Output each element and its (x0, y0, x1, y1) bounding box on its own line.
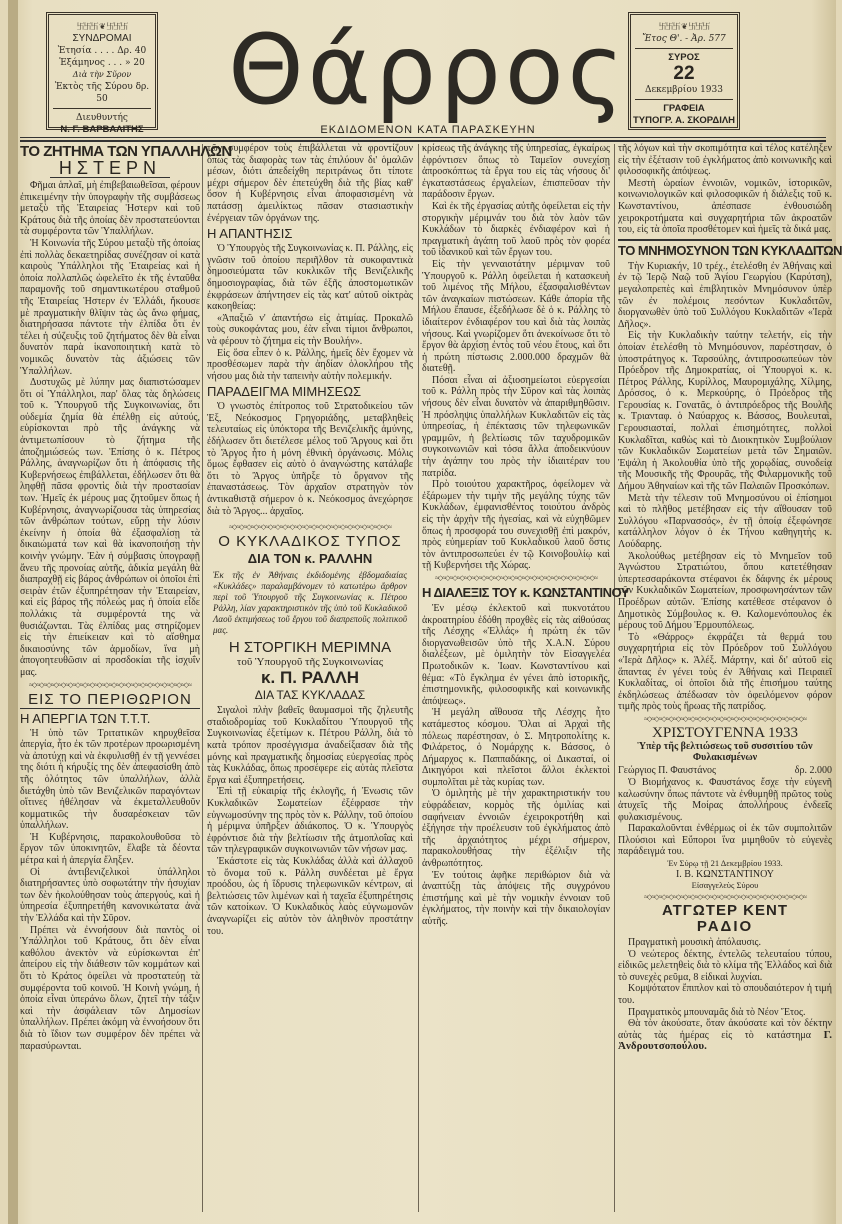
paragraph: Κομψότατον ἔπιπλον καὶ τὸ σπουδαιότερον ἡ τιμή του. (618, 983, 832, 1007)
headline-christmas: ΧΡΙΣΤΟΥΓΕΝΝΑ 1933 (652, 724, 798, 741)
newspaper-title: Θάρρος (228, 14, 628, 126)
paragraph: Ἐν μέσῳ ἐκλεκτοῦ καὶ πυκνοτάτου ἀκροατηρίου ἐδόθη προχθὲς εἰς τὰς αἰθούσας τῆς Λέσχης «Ἑλλάς» ἡ πρώτη ἐκ τῶν διοργανωθεισῶν ὑπὸ τῆς Χ.Α.Ν. Σύρου διαλέξεων, μὲ ὁμιλητὴν τὸν Εἰσαγγελέα Πρωτοδικῶν κ. Ἰωαν. Κωνσταντίνου καὶ θέμα: «Τὸ ἔγκλημα ἐν γένει ἀπὸ ἱστορικῆς, ἐπιστημονικῆς, φιλοσοφικῆς καὶ κοινωνικῆς ἀπόψεως». (422, 602, 610, 707)
column-2 (207, 143, 413, 937)
offices-label: ΓΡΑΦΕΙΑ (663, 103, 705, 114)
headline-care-sub: τοῦ Ὑπουργοῦ τῆς Συγκοινωνίας (236, 656, 384, 669)
paragraph: Ἐν τούτοις ἀφῆκε περιθώριον διὰ νὰ ἀναπτύξῃ τὰς ἀπόψεις τῆς συγχρόνου ἐπιστήμης καὶ μὲ τὴν νομικὴν ἐννοιαν τοῦ ἐγκλήματος, τὴν ποινὴν καὶ τὴν δικαιολογίαν αὐτῆς. (422, 869, 610, 927)
paragraph: Καὶ ἐκ τῆς ἐργασίας αὐτῆς ὀφείλεται εἰς τὴν στοργικὴν μέριμνάν του διὰ τὸν λαὸν τῶν Κυκλάδων τὸ διαρκὲς ἐνδιαφέρον καὶ ἡ πραγματικὴ ἀγάπη τοῦ λαοῦ πρὸς τὸν φορέα τοῦ ἰδανικοῦ καὶ τῶν ἔργων του. (422, 200, 610, 259)
christmas-date: Ἐν Σύρῳ τῇ 21 Δεκεμβρίου 1933. (667, 858, 783, 869)
price-annual: Ἐτησία . . . . Δρ. 40 (57, 46, 147, 56)
paragraph: Ἀκολούθως μετέβησαν εἰς τὸ Μνημεῖον τοῦ Ἀγνώστου Στρατιώτου, ὅπου κατετέθησαν ὑπερτεσσαράκοντα στέφανοι ἐκ δάφνης ἐκ μέρους τῶν Κυκλαδικῶν Σωματείων, προσφωνησάντων τῶν Προέδρων αὐτῶν. Ἐπίσης κατέθεσε στέφανον ὁ Δημοτικὸς Σύμβουλος κ. Θ. Καλομενόπουλος ἐκ μέρους τοῦ Δήμου Ἑρμουπόλεως. (618, 550, 832, 632)
price-semiannual: Ἑξάμηνος . . . » 20 (59, 58, 145, 68)
headline-reply: Η ΑΠΑΝΤΗΣΙΣ (207, 226, 293, 242)
city: ΣΥΡΟΣ (668, 52, 700, 63)
headline-care-name: κ. Π. ΡΑΛΛΗ (261, 668, 359, 688)
paragraph: Πραγματικὸς μπουναμᾶς διὰ τὸ Νέον Ἔτος. (628, 1006, 806, 1018)
issue-month-year: Δεκεμβρίου 1933 (645, 85, 723, 95)
paragraph: Σιγαλοὶ πλὴν βαθεῖς θαυμασμοὶ τῆς ζηλευτῆς σταδιοδρομίας τοῦ Κυκλαδίτου Ὑπουργοῦ τῆς Συγκοινωνίας ἐξετίμων κ. Πέτρου Ράλλη, διὰ τὸ κατὰ τρόπον προσέγγισμα ἀναδείξασαν διὰ τῆς μόνης καὶ πραγματικῆς δημοσίας εὐεργεσίας πρὸς τὰς Κυκλάδας, ὅπως προσέφερε εἰς αὐτὰς πλεῖστα ἔργα καὶ ἐξυπηρετήσεις. (207, 705, 413, 786)
ornament: 卐卐卐 ❦ 卐卐卐 (76, 22, 128, 31)
paragraph: Ἡ Κυβέρνησις, παρακολουθοῦσα τὸ ἔργον τῶν ὑποκινητῶν, ἔλαβε τὰ δέοντα μέτρα καὶ ἡ ἀπεργία ἔληξεν. (20, 831, 200, 867)
paragraph: Πρὸ τοιούτου χαρακτῆρος, ὀφείλομεν νὰ ἐξάρωμεν τὴν τιμὴν τῆς μεγάλης τύχης τῶν Κυκλάδων, ἐμφανισθέντος τοιούτου ἀνδρὸς εἰς τὴν ἀρχὴν τῆς ἡγεσίας, καὶ νὰ εὐχηθῶμεν ὅπως ἡ προσφορά του συνεχισθῇ ἐπὶ μακρόν, πρὸς εὐημερίαν τοῦ Κυκλαδικοῦ λαοῦ ὅστις τὸν ἀντιπροσωπεύει ἐν τῷ Κοινοβουλίῳ καὶ τῇ Κυβερνήσει τῆς Χώρας. (422, 479, 610, 572)
binding-edge (8, 0, 18, 1224)
headline-care-place: ΔΙΑ ΤΑΣ ΚΥΚΛΑΔΑΣ (254, 688, 366, 703)
paragraph: Μεστὴ ὡραίων ἐννοιῶν, νομικῶν, ἱστορικῶν, κοινωνιολογικῶν καὶ φιλοσοφικῶν ἡ διάλεξις τοῦ κ. Κωνσταντίνου, ἀπέσπασε ἐνθουσιώδη χειροκροτήματα καὶ συγχαρητήρια τῶν ἀκροατῶν του, εἰς τὰ ὁποῖα προσθέτομεν καὶ ἡμεῖς τὰ δικά μας. (618, 177, 832, 236)
price-abroad: Ἐκτὸς τῆς Σύρου δρ. 50 (54, 82, 150, 104)
paragraph: Μετὰ τὴν τέλεσιν τοῦ Μνημοσύνου οἱ ἐπίσημοι καὶ τὸ πλῆθος μετέβησαν εἰς τὴν αἴθουσαν τοῦ Συλλόγου «Παρνασσός», ἐν τῇ ὁποίᾳ ἐξεφώνησε κατάλληλον λόγον ὁ ἐκ Τήνου καθηγητὴς κ. Λούδαρης. (618, 492, 832, 550)
headline-radio-sub: ΡΑΔΙΟ (696, 918, 754, 936)
paragraph: κρίσεως τῆς ἀνάγκης τῆς ὑπηρεσίας, ἐγκαίρως ἐφρόντισεν ὅπως τὸ Ταμεῖον συνεχίσῃ ἀπροσκόπτως τὰ ἔργα του εἰς τὰς νήσους δι' ἐγκαταστάσεως ἐργαλείων, ἐπισπεῦσαν τὴν παράδοσιν ἔργων. (422, 143, 610, 201)
paragraph: Τὴν Κυριακήν, 10 τρέχ., ἐτελέσθη ἐν Ἀθήναις καὶ ἐν τῷ Ἱερῷ Ναῷ τοῦ Ἁγίου Γεωργίου (Καρύτση), μεγαλοπρεπὲς καὶ ἐπιβλητικὸν Μνημόσυνον ὑπὲρ τῶν ἐν πολέμοις πεσόντων Κυκλαδιτῶν, διοργανωθὲν ὑπὸ τοῦ Συλλόγου Κυκλαδιτῶν «Ἱερὰ Δῆλος». (618, 260, 832, 330)
article-lecture-body (422, 603, 610, 928)
paragraph: Πρέπει νὰ ἐννοήσουν διὰ παντὸς οἱ Ὑπάλληλοι τοῦ Κράτους, ὅτι δὲν εἶναι καθόλου ἀνεκτὸν νὰ εὑρίσκωνται ἐπ' ἀπείρου εἰς τὴν διάθεσιν τῶν κομμάτων καὶ ὅτι τὸ Κράτος ὀφείλει νὰ προστατεύῃ τὰ συμφέροντα τοῦ κοινοῦ. Ἡ Κοινὴ γνώμη, ἡ ὁποία εἶναι ὑπεράνω ὅλων, ζητεῖ τὴν τάξιν καὶ τὴν ἀσφάλειαν τῶν Δημοσίων ὑπαλλήλων. Πρέπει ἀκόμη νὰ ἐννοήσουν ὅτι διὰ τὸ ἴδιον των συμφέρον δὲν πρέπει νὰ παρασύρωνται. (20, 924, 200, 1052)
article-care-body (207, 705, 413, 937)
director-name: Ν. Γ. ΒΑΡΒΑΛΙΤΗΣ (60, 124, 144, 135)
headline-lecture: Η ΔΙΑΛΕΞΙΣ ΤΟΥ κ. ΚΩΝΣΤΑΝΤΙΝΟΥ (422, 584, 629, 600)
masthead-rule (20, 137, 826, 142)
paragraph: Φῆμαι ἁπλαῖ, μὴ ἐπιβεβαιωθεῖσαι, φέρουν ἐπικειμένην τὴν ὑπογραφὴν τῆς συμβάσεως μεταξὺ τῆς Ἑταιρείας Ἡστερν καὶ τοῦ Κράτους διὰ τῆς ὁποίας δὲν προστατεύονται τὰ συμφέροντα τῶν Ὑπαλλήλων. (20, 180, 200, 238)
paragraph: Ἡ Κοινωνία τῆς Σύρου μεταξὺ τῆς ὁποίας ἐπὶ πολλὰς δεκαετηρίδας συνέζησαν οἱ κατὰ καιροὺς Ὑπάλληλοι τῆς Ἑταιρείας καὶ ἡ ὁποία πολλαπλῶς ὠφελεῖτο ἐκ τῆς ἐνταῦθα παραμονῆς τοῦ σημαντικωτέρου σταθμοῦ τῆς Ἑταιρείας Ἡστερν ἐν Ἑλλάδι, ἤκουσε μὲ πραγματικὴν θλῖψιν τὰς ὡς ἄνω φήμας, διατηρήσασα πάντοτε τὴν ἐλπίδα ὅτι ἐν τέλει ἡ σύζευξις τοῦ ζητήματος δὲν θὰ εἶναι δυνατὸν παρὰ ἱκανοποιητικὴ κατὰ τὸ νομικῶς δυνατὸν τὰς ἀξιώσεις τῶν Ὑπαλλήλων. (20, 237, 200, 377)
headline-employees: ΤΟ ΖΗΤΗΜΑ ΤΩΝ ΥΠΑΛΛΗΛΩΝ (20, 143, 232, 160)
christmas-signer: Ι. Β. ΚΩΝΣΤΑΝΤΙΝΟΥ (675, 869, 775, 881)
paragraph: «Ἀπαξιῶ ν' ἀπαντήσω εἰς ἀτιμίας. Προκαλῶ τοὺς συκοφάντας μου, ἐὰν εἶναι τίμιοι ἄνθρωποι, νὰ φέρουν τὸ ζήτημα εἰς τὴν Βουλήν». (207, 312, 413, 347)
newspaper-subtitle: ΕΚΔΙΔΟΜΕΝΟΝ ΚΑΤΑ ΠΑΡΑΣΚΕΥΗΝ (320, 124, 536, 136)
article-memorial-body (618, 261, 832, 713)
ornamental-divider: ≈◇≈◇≈◇≈◇≈◇≈◇≈◇≈◇≈◇≈◇≈◇≈◇≈◇≈◇≈◇≈◇≈◇≈◇≈◇≈◇≈◇≈◇≈ (435, 573, 597, 582)
radio-closing-text: Θὰ τὸν ἀκούσατε, ὅταν ἀκούσατε καὶ τὸν δέκτην αὐτὰς τὰς ἡμέρας εἰς τὸ κατάστημα (618, 1018, 832, 1041)
paragraph: Ἐπὶ τῇ εὐκαιρίᾳ τῆς ἐκλογῆς, ἡ Ἐνωσις τῶν Κυκλαδικῶν Σωματείων ἐξέφρασε τὴν εὐγνωμοσύνην της πρὸς τὸν κ. Ράλλην, τοῦ ὁποίου ἡ μέριμνα ὑπῆρξεν ἀδιάκοπος. Ὁ κ. Ὑπουργὸς ἐφρόντισε διὰ τὴν βελτίωσιν τῆς ἀτμοπλοΐας καὶ τῶν τηλεγραφικῶν συγκοινωνιῶν τῶν νήσων μας. (207, 786, 413, 856)
director-label: Διευθυντής (76, 113, 128, 123)
paragraph: Ἡ ὑπὸ τῶν Τριτατικῶν κηρυχθεῖσα ἀπεργία, ἦτο ἐκ τῶν προτέρων προωρισμένη νὰ ἀποτύχῃ καὶ νὰ ἐκφυλισθῇ ἐν τῇ γεννέσει της διότι ἡ κήρυξίς της δὲν ἀπεφασίσθη ἀπὸ τῆς ὁλότητος τῶν ὑπαλλήλων, ἀλλὰ διετάχθη ὑπὸ τῶν Βενιζελικῶν παραγόντων οἵτινες ἠθέλησαν νὰ ἐκμεταλλευθοῦν κομματικῶς τὴν δυσαρέσκειαν τῶν ὑπαλλήλων. (20, 727, 200, 832)
article-col2-continued (207, 143, 413, 224)
ornamental-divider: ≈◇≈◇≈◇≈◇≈◇≈◇≈◇≈◇≈◇≈◇≈◇≈◇≈◇≈◇≈◇≈◇≈◇≈◇≈◇≈◇≈◇≈◇≈ (29, 680, 191, 689)
donation-amount: δρ. 2.000 (794, 764, 832, 776)
headline-example: ΠΑΡΑΔΕΙΓΜΑ ΜΙΜΗΣΕΩΣ (207, 384, 362, 400)
headline-press: Ο ΚΥΚΛΑΔΙΚΟΣ ΤΥΠΟΣ (218, 533, 402, 551)
christmas-body (618, 777, 832, 858)
paragraph: Ὁ γνωστὸς ἐπίτροπος τοῦ Στρατοδικείου τῶν Ἐξ, Νεόκοσμος Γρηγοριάδης, μεταβληθεὶς τελευταίως εἰς ὑπόκτορα τῆς Βενιζελικῆς ἀμύνης, ἐδήλωσεν ὅτι διετέλεσε μέλος τοῦ Ἄργους καὶ ὅτι τὸ Ἄργος ἦτο ἡ μόνη ἐθνικὴ ὀργάνωσις. Μόλις ὅμως ἔφθασεν εἰς αὐτὸ ὁ ἀναγνώστης κατάλαβε ὅτι τὸ Ἄργος ὑπῆρξε τὸ ὅργανον τῆς ἐπαναστάσεως. Τὸν ἀρχαῖον στρατηγὸν τὸν ἀντικαθιστᾷ σήμερον ὁ κ. Νεόκοσμος ἀνεχώρησε διὰ τὸ Ἄργος... ἀρχαῖος. (207, 401, 413, 517)
headline-strike: Η ΑΠΕΡΓΙΑ ΤΩΝ Τ.Τ.Τ. (20, 710, 151, 726)
price-note: Διὰ τὴν Σῦρον (72, 70, 132, 79)
paragraph: Εἰς ὅσα εἶπεν ὁ κ. Ράλλης, ἡμεῖς δὲν ἔχομεν νὰ προσθέσωμεν παρὰ τὴν ἀηδίαν ὁλοκλήρου τῆς νήσου μας διὰ τὴν ταπεινὴν αὐτὴν πολεμικήν. (207, 347, 413, 382)
paragraph: Πόσαι εἶναι αἱ ἀξιοσημείωτοι εὐεργεσίαι τοῦ κ. Ράλλη πρὸς τὴν Σῦρον καὶ τὰς λοιπὰς νήσους δὲν εἶναι δυνατὸν νὰ ἀπαριθμηθῶσιν. Ἡ πρόσληψις ὑπαλλήλων Κυκλαδιτῶν εἰς τὰς ὑπηρεσίας, ἡ ἐπέκτασις τῶν τηλεφωνικῶν γραμμῶν, ἡ βελτίωσις τῶν ταχυδρομικῶν συγκοινωνιῶν καὶ τόσα ἄλλα ἀποδεικνύουν τὴν ἀγάπην του πρὸς τὴν ἰδιαιτέραν του πατρίδα. (422, 374, 610, 479)
subscriptions-heading: ΣΥΝΔΡΟΜΑΙ (72, 33, 132, 44)
headline-care: Η ΣΤΟΡΓΙΚΗ ΜΕΡΙΜΝΑ (228, 639, 392, 657)
paragraph: Ὁ Βιομήχανος κ. Φαυστάνος ἔσχε τὴν εὐγενῆ καλωσύνην ὅπως πάντοτε νὰ ἐνθυμηθῇ πρῶτος τοὺς ἀτυχεῖς τῆς Μοίρας ἀπολλήρους ἐνδεεῖς φυλακισμένους. (618, 776, 832, 823)
article-strike-body (20, 728, 200, 1053)
article-lecture-continued (618, 143, 832, 236)
masthead (208, 14, 648, 136)
paragraph: Εἰς τὴν Κυκλαδικὴν ταύτην τελετήν, εἰς τὴν ὁποίαν ἐτελέσθη τὸ Μνημόσυνον, παρέστησαν, ὁ ὑποστράτηγος κ. Ταρσούλης, ἀντιπροσωπεύων τὸν Πρόεδρον τῆς Δημοκρατίας, οἱ Ὑπουργοὶ κ. κ. Πέτρος Ράλλης, Κυρίλλος, Μαυρομιχάλης, Χίλμης, Δρόσσος, ὁ κ. Μερκούρης, ὁ Πρόεδρος τῆς Γερουσίας κ. Γονατᾶς, ὁ ἀντιπρόεδρος τῆς Βουλῆς κ. Τριανταφ. ὁ Ναύαρχος κ. Βάσσος, Βουλευταὶ, Γερουσιασταί, πολλαὶ ἐπισημότητες, πολλοὶ Κυκλαδῖται, καθὼς καὶ τὸ Διοικητικὸν Συμβούλιον τῶν Κυκλαδικῶν Σωματείων μετὰ τῶν Σημαιῶν. Ἐψάλη ἡ Ἀκολουθία ὑπὸ τῆς χορῳδίας, συνοδείᾳ τῆς Μουσικῆς τῆς Φρουρᾶς, τῆς Φιλαρμονικῆς τοῦ Δήμου Ἀθηναίων καὶ τῆς τῶν Παλαιῶν Προσκόπων. (618, 330, 832, 493)
headline-eastern: ΗΣΤΕΡΝ (50, 160, 170, 178)
paragraph: Εἰς τὴν γενναιοτάτην μέριμναν τοῦ Ὑπουργοῦ κ. Ράλλη ὀφείλεται ἡ κατασκευὴ τοῦ λιμένος τῆς Μήλου, ἐξασφαλισθέντων τῶν ἀναγκαίων πιστώσεων. Κάθε ἀπορία τῆς Μήλου ἔπαυσε, ἐξεδήλωσε δὲ ὁ κ. Ράλλης τὸ ἰδιαίτερον ἐνδιαφέρον του καὶ διὰ τὰς λοιπὰς νήσους. Καὶ γνωρίζομεν ὅτι ἀνεκοίνωσε ὅτι τὸ ἔργον θὰ ἀρχίσῃ ἐντὸς τοῦ νέου ἔτους, καὶ ὅτι ἡ πρώτη πίστωσις 2.000.000 δραχμῶν θὰ διατεθῇ. (422, 258, 610, 375)
ornamental-divider: ≈◇≈◇≈◇≈◇≈◇≈◇≈◇≈◇≈◇≈◇≈◇≈◇≈◇≈◇≈◇≈◇≈◇≈◇≈◇≈◇≈◇≈◇≈ (229, 523, 391, 532)
paragraph: Παρακαλοῦνται ἐνθέρμως οἱ ἐκ τῶν συμπολιτῶν Πλούσιοι καὶ Εὔποροι ἵνα μιμηθοῦν τὸ εὐγενὲς παράδειγμά του. (618, 823, 832, 858)
donor-name: Γεώργιος Π. Φαυστάνος (618, 764, 716, 776)
issue-number: Ἔτος Θ'. - Ἀρ. 577 (642, 34, 726, 44)
headline-memorial: ΤΟ ΜΝΗΜΟΣΥΝΟΝ ΤΩΝ ΚΥΚΛΑΔΙΤΩΝ (618, 242, 842, 258)
newspaper-page (8, 0, 842, 1224)
column-4 (618, 143, 842, 1053)
paragraph: Ὁ ὁμιλητὴς μὲ τὴν χαρακτηριστικήν του εὐφράδειαν, κορμὸς τῆς ὁμιλίας καὶ σαφήνειαν ἐννοιῶν ἐχειροκροτήθη καὶ ἐξήγησε τὴν προέλευσιν τοῦ ἐγκλήματος ἀπὸ τῆς ἀρχαιότητος μέχρι σήμερον, παρακολουθήσας τὴν ἐξέλιξιν τῆς ἀνθρωπότητος. (422, 788, 610, 870)
article-employees-body (20, 180, 200, 679)
column-1 (20, 143, 232, 1052)
offices: ΤΥΠΟΓΡ. Α. ΣΚΟΡΔΙΛΗ (632, 115, 736, 126)
article-care-continued (422, 143, 610, 572)
paragraph: Ὁ Ὑπουργὸς τῆς Συγκοινωνίας κ. Π. Ράλλης, εἰς γνῶσιν τοῦ ὁποίου περιῆλθον τὰ συκοφαντικὰ δημοσιεύματα τῶν κυκλικῶν τῆς Βενιζελικῆς δημοσιογραφίας, διὰ τῶν ἑξῆς ἀποστομωτικῶν ἐκφράσεων ἀπήντησεν εἰς τὰς κατ' αὐτοῦ οἰκτρὰς κακοηθείας: (207, 243, 414, 313)
store-name: Γ. Ἀνδρουτσοπούλου. (618, 1028, 832, 1053)
paragraph: Ἑκάστοτε εἰς τὰς Κυκλάδας ἀλλὰ καὶ ἀλλαχοῦ τὸ ὄνομα τοῦ κ. Ράλλη συνδέεται μὲ ἔργα προόδου, ὡς ἡ ἵδρυσις τηλεφωνικῶν κέντρων, αἱ βελτιώσεις τῶν λιμένων καὶ ἡ ταχεῖα ἐξυπηρέτησις τῶν κατοίκων. Ὁ Κυκλαδικὸς λαὸς εὐγνωμονῶν ἀναγνωρίζει εἰς αὐτὸν τὸν ἀληθινὸν προστάτην του. (207, 855, 413, 937)
column-3 (422, 143, 629, 928)
headline-radio: ΑΤΓΩΤΕΡ ΚΕΝΤ (662, 902, 788, 920)
headline-press-sub: ΔΙΑ ΤΟΝ κ. ΡΑΛΛΗΝ (247, 551, 373, 567)
paragraph: Δυστυχῶς μὲ λύπην μας διαπιστώσαμεν ὅτι οἱ Ὑπάλληλοι, παρ' ὅλας τὰς δηλώσεις τοῦ κ. Ὑπουργοῦ τῆς Συγκοινωνίας, ὅτι οὐδεμία ζημία θὰ ἐπέλθῃ εἰς αὐτούς, εὑρίσκονται πρὸ τῆς ἀνάγκης νὰ ἀντιμετωπίσουν τὸ ζήτημα τῆς ἀποζημιώσεώς των. Ἐπίσης ὁ κ. Πέτρος Ράλλης, ἀναγνωρίζων ὅτι ἡ ἀπόφασις τῆς Κυβερνήσεως ἐπιβάλλεται, ἐδήλωσεν ὅτι θὰ ληφθῇ πᾶσα φροντὶς διὰ τὴν προστασίαν των. Ἡμεῖς ἐκ μέρους μας ζητοῦμεν ὅπως ἡ Κυβέρνησις, ἀναγνωρίζουσα τὰς ὑπηρεσίας τῶν ἀνθρώπων τούτων, εὕρῃ τὴν λύσιν ἐκείνην ἡ ὁποία θὰ ἐξασφαλίσῃ τὰ δικαιώματά των καὶ θὰ ἱκανοποιήσῃ τὴν κοινὴν γνώμην. Ἐὰν ἡ σύμβασις ὑπογραφῇ ἄνευ τῆς προνοίας αὐτῆς, ἀδικία μεγάλη θὰ διαπραχθῇ εἰς βάρος ἀνθρώπων οἱ ὁποῖοι ἐπὶ σειρὰν ἐτῶν ἐξυπηρέτησαν τὴν Ἑταιρείαν, καὶ εἰς βάρος τῆς πόλεώς μας ἡ ὁποία εἶδε πολλάκις τὰ συμφέροντά της νὰ θυσιάζωνται. Τὰς ἐλπίδας μας στηρίζομεν εἰς τὴν ἐπιείκειαν καὶ τὸ αἴσθημα δικαιοσύνης τῶν ἁρμοδίων, ἵνα μὴ ἀπογοητευθῶσιν αἱ προσδοκίαι τῆς ἰσχυΐν μας. (20, 377, 200, 678)
section-margin: ΕΙΣ ΤΟ ΠΕΡΙΘΩΡΙΟΝ (20, 691, 200, 709)
paragraph: Ὁ νεώτερος δέκτης, ἐντελῶς τελευταίου τύπου, εἰδικῶς μελετηθεὶς διὰ τὸ κλίμα τῆς Ἑλλάδος καὶ διὰ τὸ συνεχὲς ρεῦμα, 8 εἰδικαὶ λυχνίαι. (618, 948, 832, 983)
issue-day: 22 (673, 63, 695, 84)
article-example-body (207, 401, 413, 517)
ornamental-divider: ≈◇≈◇≈◇≈◇≈◇≈◇≈◇≈◇≈◇≈◇≈◇≈◇≈◇≈◇≈◇≈◇≈◇≈◇≈◇≈◇≈◇≈◇≈ (644, 714, 806, 723)
issue-box (628, 12, 740, 130)
radio-ad-body (618, 937, 832, 1053)
ornament: 卐卐卐 ❦ 卐卐卐 (658, 22, 710, 31)
christmas-subtitle: Ὑπὲρ τῆς βελτιώσεως τοῦ συσσιτίου τῶν Φυλακισμένων (637, 740, 813, 763)
paragraph: τῆς λόγων καὶ τὴν σκοπιμότητα καὶ τέλος κατέληξεν εἰς τὴν ἐξέτασιν τοῦ ἐγκλήματος ἀπὸ κοινωνικῆς καὶ φιλοσοφικῆς ἀπόψεως. (618, 143, 832, 178)
ornamental-divider: ≈◇≈◇≈◇≈◇≈◇≈◇≈◇≈◇≈◇≈◇≈◇≈◇≈◇≈◇≈◇≈◇≈◇≈◇≈◇≈◇≈◇≈◇≈ (644, 893, 806, 902)
paragraph: τῶν συμφέρον τοὺς ἐπιβάλλεται νὰ φροντίζουν ὅπως τὰς διαφορὰς των τὰς ἐπιλύουν δι' ὁμαλῶν μέσων, διότι ἀπεδείχθη περιτράνως ὅτι τίποτε μέχρι σήμερον δὲν ἐπετεύχθη διὰ τῆς βίας καθ' ὅσον ἡ Κυβέρνησις εἶναι ἀποφασισμένη νὰ πατάσσῃ ἀμειλίκτως πᾶσαν στασιαστικὴν ἐνέργειαν τῶν ὀργάνων της. (207, 143, 413, 224)
paragraph: Τὸ «Θάρρος» ἐκφράζει τὰ θερμά του συγχαρητήρια εἰς τὸν Πρόεδρον τοῦ Συλλόγου «Ἱερὰ Δῆλος» κ. Ἀλέξ. Μάρτην, καὶ δι' αὐτοῦ εἰς ἅπαντας ἐν γένει τοὺς ἐν Ἀθήναις καὶ Πειραιεῖ Κυκλαδίτας, οἱ ὁποῖοι διὰ τῆς ἐπισήμου ταύτης ἐκδηλώσεως ἀπέδωσαν τὸν ὀφειλόμενον φόρον τιμῆς πρὸς τοὺς ἥρωας τῆς πατρίδος. (618, 631, 832, 713)
article-reply-body (207, 243, 413, 382)
paragraph: Οἱ ἀντιβενιζελικοὶ ὑπάλληλοι διατηρήσαντες ὑπὸ σοφωτάτην τὴν ἡσυχίαν των δὲν ἠκολούθησαν τοὺς ἀπεργούς, καὶ ἡ ὑπηρεσία ἐξυπηρετήθη κανονικώτατα ἀνὰ τὴν Ἑλλάδα καὶ τὴν Σῦρον. (20, 866, 200, 925)
paragraph (618, 1018, 832, 1053)
donation-row (618, 765, 832, 777)
paragraph: Πραγματικὴ μουσικὴ ἀπόλαυσις. (628, 937, 761, 949)
press-quote: Ἐκ τῆς ἐν Ἀθήναις ἐκδιδομένης ἐβδομαδιαίας «Κυκλάδες» παραλαμβάνομεν τὸ κατωτέρω ἄρθρον περὶ τοῦ Ὑπουργοῦ τῆς Συγκοινωνίας κ. Πέτρου Ράλλη, λίαν χαρακτηριστικὸν τῆς ὑπὸ τοῦ Κυκλαδικοῦ Λαοῦ ἐκτιμήσεως τοῦ ἔργου τοῦ διαπρεποῦς πολιτικοῦ μας. (213, 570, 407, 636)
subscriptions-box (46, 12, 158, 135)
signer-title: Εἰσαγγελεὺς Σύρου (691, 880, 759, 891)
paragraph: Ἡ μεγάλη αἴθουσα τῆς Λέσχης ἦτο κατάμεστος κόσμου. Ὅλαι αἱ Ἀρχαὶ τῆς πόλεως παρέστησαν, ὁ Σ. Μητροπολίτης κ. Φιλάρετος, ὁ Νομάρχης κ. Βάσσος, ὁ Δήμαρχος κ. Παππαδάκης, οἱ Δικασταί, οἱ Δικηγόροι καὶ πλεῖστοι ἄλλοι ἐκλεκτοὶ συμπολῖται μὲ τὰς κυρίας των. (422, 707, 610, 788)
